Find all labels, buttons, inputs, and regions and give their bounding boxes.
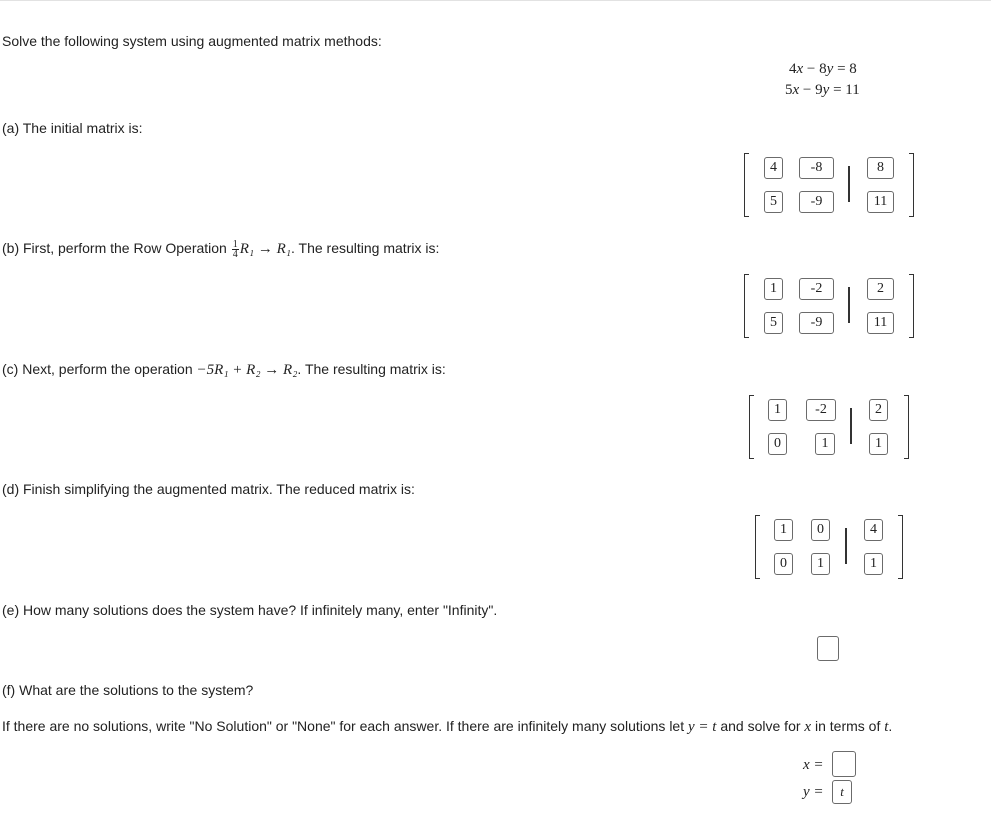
left-bracket	[749, 395, 754, 459]
matrix-c-cell-1-2[interactable]: -2	[806, 399, 836, 421]
part-d-label: (d) Finish simplifying the augmented matrix. The reduced matrix is:	[2, 481, 415, 497]
fraction: $\frac{1}{4}$	[232, 238, 238, 260]
matrix-c-cell-2-2[interactable]: 1	[815, 433, 835, 455]
top-divider	[0, 0, 991, 1]
matrix-a-cell-1-1[interactable]: 4	[764, 157, 783, 179]
matrix-a-cell-2-3[interactable]: 11	[867, 191, 894, 213]
equation-1: 4x − 8y = 8	[789, 61, 857, 77]
matrix-b-cell-2-1[interactable]: 5	[764, 312, 783, 334]
solution-count-input[interactable]	[817, 636, 839, 661]
matrix-a-cell-2-1[interactable]: 5	[764, 191, 783, 213]
part-e-label: (e) How many solutions does the system have? If infinitely many, enter "Infinity".	[2, 602, 498, 618]
x-answer-input[interactable]	[832, 751, 856, 777]
matrix-a-cell-2-2[interactable]: -9	[799, 191, 834, 213]
right-bracket	[898, 515, 903, 579]
augment-bar	[850, 408, 852, 444]
augment-bar	[848, 166, 850, 202]
matrix-b-cell-2-2[interactable]: -9	[799, 312, 834, 334]
left-bracket	[755, 515, 760, 579]
part-f-label: (f) What are the solutions to the system?	[2, 682, 254, 698]
matrix-d-cell-1-2[interactable]: 0	[811, 519, 830, 541]
matrix-c-cell-2-3[interactable]: 1	[869, 433, 888, 455]
matrix-b-cell-1-2[interactable]: -2	[799, 278, 834, 300]
matrix-d-cell-2-2[interactable]: 1	[811, 553, 830, 575]
left-bracket	[744, 274, 749, 338]
matrix-b-cell-2-3[interactable]: 11	[867, 312, 894, 334]
part-f-instructions: If there are no solutions, write "No Solution" or "None" for each answer. If there are infinitely many solutions let y = t and solve for x in terms of t.	[2, 718, 893, 735]
x-label: x =	[803, 757, 824, 773]
right-bracket	[909, 153, 914, 217]
matrix-a-cell-1-2[interactable]: -8	[799, 157, 834, 179]
part-b-label: (b) First, perform the Row Operation $\frac{1}{4}$ R₁ → R₁. The resulting matrix is:	[2, 238, 440, 260]
matrix-c	[749, 395, 909, 459]
matrix-d-cell-1-3[interactable]: 4	[864, 519, 883, 541]
matrix-b-cell-1-3[interactable]: 2	[867, 278, 894, 300]
left-bracket	[744, 153, 749, 217]
matrix-c-cell-1-3[interactable]: 2	[869, 399, 888, 421]
augment-bar	[848, 287, 850, 323]
matrix-d-cell-2-1[interactable]: 0	[774, 553, 793, 575]
part-c-label: (c) Next, perform the operation −5R₁ + R₂ → R₂. The resulting matrix is:	[2, 361, 446, 378]
part-a-label: (a) The initial matrix is:	[2, 120, 143, 136]
matrix-d	[755, 515, 903, 579]
equation-2: 5x − 9y = 11	[785, 82, 860, 98]
matrix-a	[744, 153, 914, 217]
intro-text: Solve the following system using augmented matrix methods:	[2, 33, 382, 49]
right-bracket	[909, 274, 914, 338]
augment-bar	[845, 528, 847, 564]
y-label: y =	[803, 784, 824, 800]
matrix-d-cell-1-1[interactable]: 1	[774, 519, 793, 541]
right-bracket	[904, 395, 909, 459]
y-answer-input[interactable]: t	[832, 780, 852, 804]
matrix-c-cell-1-1[interactable]: 1	[768, 399, 787, 421]
matrix-d-cell-2-3[interactable]: 1	[864, 553, 883, 575]
matrix-a-cell-1-3[interactable]: 8	[867, 157, 894, 179]
matrix-c-cell-2-1[interactable]: 0	[768, 433, 787, 455]
matrix-b-cell-1-1[interactable]: 1	[764, 278, 783, 300]
matrix-b	[744, 274, 914, 338]
